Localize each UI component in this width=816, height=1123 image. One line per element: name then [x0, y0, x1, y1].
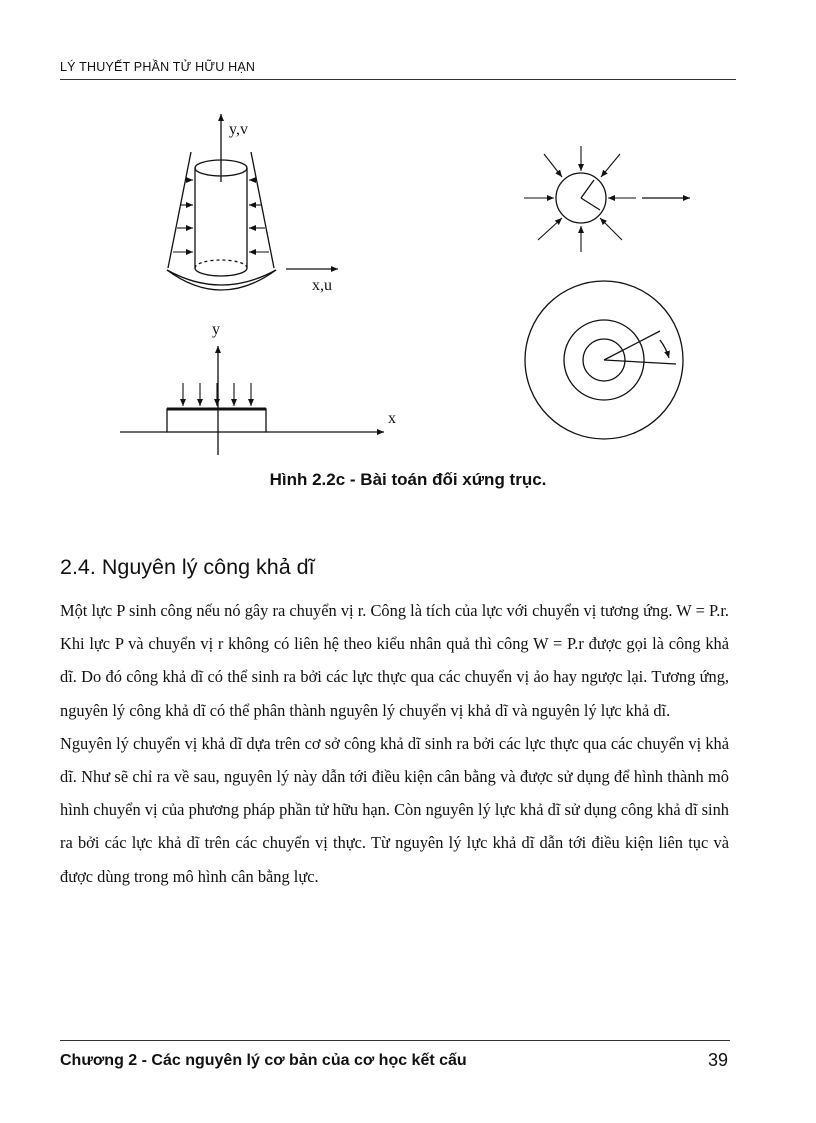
paragraph-1: Một lực P sinh công nếu nó gây ra chuyển vị r. Công là tích của lực với chuyển vị tương ứng. W = P.r. Khi lực P và chuyển vị r không có liên hệ theo kiểu nhân quả thì công W = P.r được gọi là công khả dĩ. Do đó công khả dĩ có thể sinh ra bởi các lực thực qua các chuyển vị ảo hay ngược lại. Tương ứng, nguyên lý công khả dĩ có thể phân thành nguyên lý chuyển vị khả dĩ và nguyên lý lực khả dĩ.: [60, 601, 729, 720]
running-head: LÝ THUYẾT PHẦN TỬ HỮU HẠN: [60, 60, 256, 74]
pressure-arrows: [173, 180, 269, 252]
label-yv: y,v: [229, 121, 248, 138]
radial-arrows: [524, 146, 636, 252]
label-x: x: [388, 410, 396, 427]
figure-axisymmetric: [0, 0, 816, 470]
base-arc: [167, 270, 276, 290]
load-arrows: [183, 383, 251, 406]
body-text: [60, 594, 729, 893]
page-number: 39: [707, 1050, 728, 1070]
radial-pressure-circle: [524, 146, 690, 252]
label-y: y: [212, 321, 220, 338]
concentric-circles: [525, 281, 683, 439]
paragraph-2: Nguyên lý chuyển vị khả dĩ dựa trên cơ sở công khả dĩ sinh ra bởi các lực thực qua các chuyển vị khả dĩ. Như sẽ chỉ ra về sau, nguyên lý này dẫn tới điều kiện cân bằng và được sử dụng để hình thành mô hình chuyển vị của phương pháp phần tử hữu hạn. Còn nguyên lý lực khả dĩ sử dụng công khả dĩ sinh ra bởi các lực khả dĩ trên các chuyển vị thực. Từ nguyên lý lực khả dĩ dẫn tới điều kiện liên tục và được dùng trong mô hình cân bằng lực.: [60, 733, 729, 886]
footer-chapter-title: Chương 2 - Các nguyên lý cơ bản của cơ học kết cấu: [60, 1052, 467, 1069]
cylinder-diagram: [167, 114, 338, 290]
plate-diagram: [120, 346, 384, 455]
figure-caption: Hình 2.2c - Bài toán đối xứng trục.: [269, 470, 547, 489]
section-heading: 2.4. Nguyên lý công khả dĩ: [60, 554, 315, 579]
footer-rule: [60, 1040, 730, 1041]
label-xu: x,u: [312, 277, 332, 294]
